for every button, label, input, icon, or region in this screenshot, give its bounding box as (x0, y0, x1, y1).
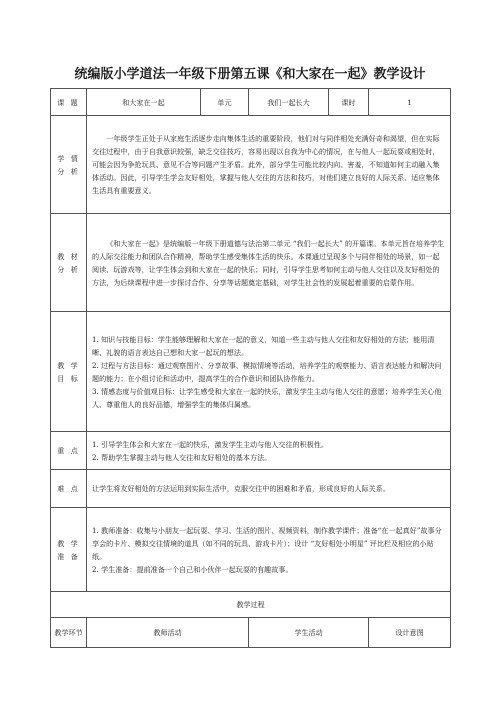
process-header-row (51, 618, 451, 648)
process-title: 教学过程 (51, 592, 451, 618)
objectives-label-line2: 目 标 (57, 373, 80, 383)
objectives-label (51, 312, 87, 432)
key-point-item-2: 2. 帮助学生掌握主动与他人交往和友好相处的基本方法。 (92, 452, 272, 462)
preparation-row (51, 508, 451, 592)
objective-item-1: 1. 知识与技能目标：学生能够理解和大家在一起的意义，知道一些主动与他人交往和友好相处的方法；能用清晰、礼貌的语言表达自己想和大家一起玩的想法。 (92, 334, 435, 357)
unit-value: 我们一起长大 (249, 89, 329, 116)
lesson-plan-table (50, 88, 451, 648)
preparation-label-line2: 准 备 (57, 551, 80, 561)
objectives-label-line1: 教 学 (57, 360, 80, 370)
process-col-intent: 设计意图 (369, 618, 451, 648)
learner-analysis-text: 一年级学生正处于从家庭生活逐步走向集体生活的重要阶段，他们对与同伴相处充满好奇和渴望，但在实际交往过程中，由于自我意识较强，缺乏交往技巧，容易出现以自我为中心的情况，在与他人一起玩耍或相处时，可能会因为争抢玩具、意见不合等问题产生矛盾。此外，部分学生可能比较内向、害羞，不知道如何主动融入集体活动。因此，引导学生学会友好相处，掌握与他人交往的方法和技巧，对他们建立良好的人际关系、适应集体生活具有重要意义。 (87, 116, 451, 214)
material-analysis-label (51, 214, 87, 312)
objectives-content (87, 312, 451, 432)
hours-label: 课时 (329, 89, 369, 116)
process-title-row (51, 592, 451, 618)
objectives-row (51, 312, 451, 432)
key-points-row (51, 432, 451, 470)
process-col-stage: 教学环节 (51, 618, 87, 648)
material-analysis-label-line2: 分 析 (57, 264, 80, 274)
difficult-points-label: 难 点 (51, 470, 87, 508)
key-point-item-1: 1. 引导学生体会和大家在一起的快乐，激发学生主动与他人交往的积极性。 (92, 439, 329, 449)
preparation-label-line1: 教 学 (57, 538, 80, 548)
preparation-label (51, 508, 87, 592)
unit-label: 单元 (201, 89, 249, 116)
objective-item-3: 3. 情感态度与价值观目标：让学生感受和大家在一起的快乐，激发学生主动与他人交往的意愿；培养学生关心他人、尊重他人的良好品德，增强学生的集体归属感。 (92, 386, 442, 409)
learner-analysis-label-line2: 分 析 (57, 166, 80, 176)
process-col-teacher: 教师活动 (87, 618, 249, 648)
learner-analysis-row (51, 116, 451, 214)
material-analysis-row (51, 214, 451, 312)
objective-item-2: 2. 过程与方法目标：通过观察图片、分享故事、模拟情境等活动，培养学生的观察能力、语言表达能力和解决问题的能力；在小组讨论和活动中，提高学生的合作意识和团队协作能力。 (92, 360, 442, 383)
learner-analysis-label (51, 116, 87, 214)
difficult-points-row (51, 470, 451, 508)
topic-row (51, 89, 451, 116)
process-col-student: 学生活动 (249, 618, 369, 648)
key-points-label: 重 点 (51, 432, 87, 470)
hours-value: 1 (369, 89, 451, 116)
preparation-item-2: 2. 学生准备：提前准备一个自己和小伙伴一起玩耍的有趣故事。 (92, 564, 293, 574)
difficult-points-text: 让学生将友好相处的方法运用到实际生活中，克服交往中的困难和矛盾，形成良好的人际关系。 (87, 470, 451, 508)
learner-analysis-label-line1: 学 情 (57, 153, 80, 163)
preparation-content (87, 508, 451, 592)
topic-label: 课 题 (51, 89, 87, 116)
document-title: 统编版小学道法一年级下册第五课《和大家在一起》教学设计 (74, 67, 426, 82)
material-analysis-text: 《和大家在一起》是统编版一年级下册道德与法治第二单元 “我们一起长大” 的开篇课。本单元旨在培养学生的人际交往能力和团队合作精神，帮助学生感受集体生活的快乐。本课通过呈现多个与同伴相处的场景，如一起阅读、玩游戏等，让学生体会到和大家在一起的快乐；同时，引导学生思考如何主动与他人交往以及友好相处的方法，为后续课程中进一步探讨合作、分享等话题奠定基础，对学生社会性的发展起着重要的启蒙作用。 (87, 214, 451, 312)
topic-value: 和大家在一起 (87, 89, 201, 116)
preparation-item-1: 1. 教师准备：收集与小朋友一起玩耍、学习、生活的图片、视频资料，制作教学课件；准备“在一起真好”故事分享会的卡片、模拟交往情境的道具（如不同的玩具、游戏卡片）；设计 “友好相处小明星” 评比栏及相应的小贴纸。 (92, 525, 442, 561)
key-points-content (87, 432, 451, 470)
material-analysis-label-line1: 教 材 (57, 251, 80, 261)
